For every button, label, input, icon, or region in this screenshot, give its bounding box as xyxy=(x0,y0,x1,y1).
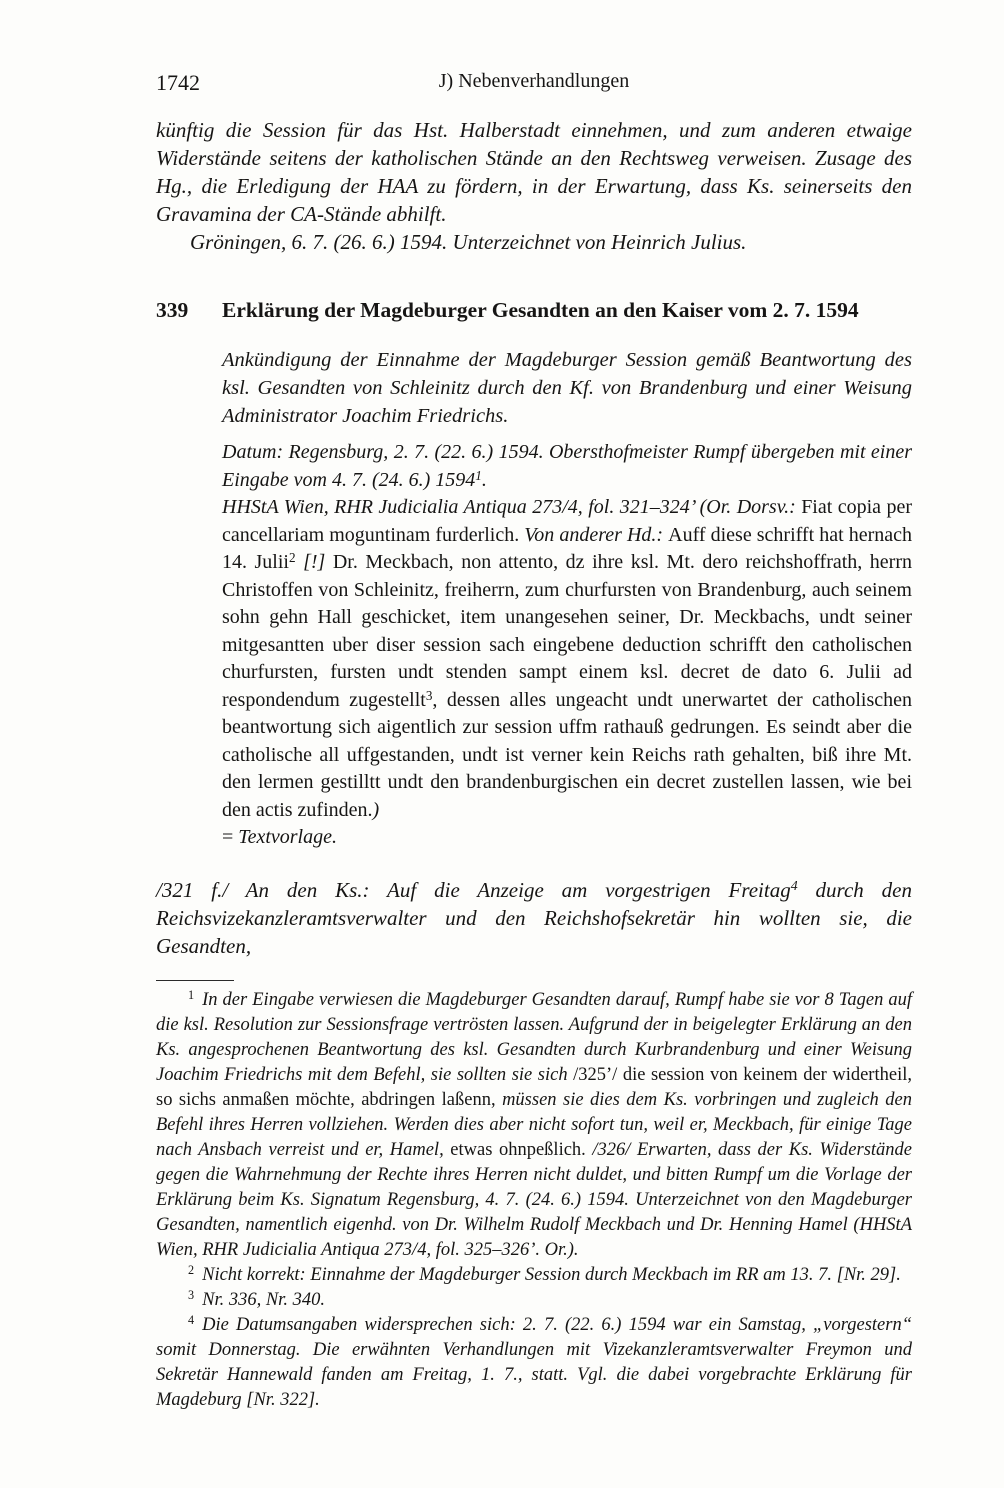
running-header: J) Nebenverhandlungen xyxy=(438,70,630,92)
footnote-2-text: Nicht korrekt: Einnahme der Magdeburger Session durch Meckbach im RR am 13. 7. [Nr. 29]. xyxy=(202,1264,901,1285)
footnote-1-marker: 1 xyxy=(188,988,195,1003)
section-heading xyxy=(156,296,912,324)
page-header xyxy=(156,70,912,100)
footnote-1-text: In der Eingabe verwiesen die Magdeburger Gesandten darauf, Rumpf habe sie vor 8 Tagen auf die ksl. Resolution zur Sessionsfrage vertrösten lassen. Aufgrund der in beigelegter Erklärung an den Ks. angesprochenen Beantwortung des ksl. Gesandten durch Kurbrandenburg und einer Weisung Joachim Friedrichs mit dem Befehl, sie sollten sie sich /325’/ die session von keinem der widertheil, so sichs anmaßen möchte, abdringen laßenn, müssen sie dies dem Ks. vorbringen und zugleich den Befehl ihres Herren vollziehen. Werden dies aber nicht sofort tun, weil er, Meckbach, für einige Tage nach Ansbach verreist und er, Hamel, etwas ohnpeßlich. /326/ Erwarten, dass der Ks. Widerstände gegen die Wahrnehmung der Rechte ihres Herren nicht duldet, und bitten Rumpf um die Vorlage der Erklärung beim Ks. Signatum Regensburg, 4. 7. (24. 6.) 1594. Unterzeichnet von den Magdeburger Gesandten, namentlich eigenhd. von Dr. Wilhelm Rudolf Meckbach und Dr. Henning Hamel (HHStA Wien, RHR Judicialia Antiqua 273/4, fol. 325–326’. Or.). xyxy=(156,989,912,1260)
page-number: 1742 xyxy=(156,70,200,95)
footnote-2 xyxy=(156,1263,912,1288)
datum-paragraph: Datum: Regensburg, 2. 7. (22. 6.) 1594. Obersthofmeister Rumpf übergeben mit einer Eingabe vom 4. 7. (24. 6.) 1594$^1$. xyxy=(222,441,912,491)
signature-line: Gröningen, 6. 7. (26. 6.) 1594. Unterzeichnet von Heinrich Julius. xyxy=(190,230,747,254)
body-paragraph: /321 f./ An den Ks.: Auf die Anzeige am vorgestrigen Freitag$^4$ durch den Reichsvizekanzleramtsverwalter und den Reichshofsekretär hin wollten sie, die Gesandten, xyxy=(156,877,912,958)
footnote-3 xyxy=(156,1288,912,1313)
footnote-separator xyxy=(156,980,234,981)
footnote-3-marker: 3 xyxy=(188,1288,195,1303)
footnote-4 xyxy=(156,1313,912,1413)
regest-paragraph: Ankündigung der Einnahme der Magdeburger Session gemäß Beantwortung des ksl. Gesandten von Schleinitz durch den Kf. von Brandenburg und einer Weisung Administrator Joachim Friedrichs. xyxy=(222,349,912,427)
section-number: 339 xyxy=(156,298,189,322)
footnotes-block xyxy=(156,988,912,1413)
footnote-4-marker: 4 xyxy=(188,1313,195,1328)
footnote-3-text: Nr. 336, Nr. 340. xyxy=(202,1289,325,1310)
footnote-1 xyxy=(156,988,912,1263)
source-paragraph: HHStA Wien, RHR Judicialia Antiqua 273/4, fol. 321–324’ (Or. Dorsv.: Fiat copia per cancellariam moguntinam furderlich. Von anderer Hd.: Auff diese schrifft hat hernach 14. Julii$^2$ [!] Dr. Meckbach, non attento, dz ihre ksl. Mt. dero reichshoffrath, herrn Christoffen von Schleinitz, freiherrn, zum churfursten von Brandenburg, auch seinem sohn gehn Hall geschicket, item unangesehen seiner, Dr. Meckbachs, undt seiner mitgesantten uber diser session sach eingebene deduction schrifft den catholischen churfursten, fursten undt stenden sampt einem ksl. decret de dato 6. Julii ad respondendum zugestellt$^3$, dessen alles ungeacht undt unerwartet der catholischen beantwortung sich aigentlich zur session uffm rathauß gedrungen. Es seindt aber die catholische all uffgestanden, undt ist verner kein Reichs rath gehalten, biß ihre Mt. den lermen gestilltt undt den brandenburgischen ein decret zustellen lassen, wie bei den actis zufinden.) = Textvorlage. xyxy=(222,496,913,848)
section-title: Erklärung der Magdeburger Gesandten an den Kaiser vom 2. 7. 1594 xyxy=(222,298,859,322)
footnote-2-marker: 2 xyxy=(188,1263,195,1278)
book-page xyxy=(156,70,912,1413)
intro-paragraph: künftig die Session für das Hst. Halberstadt einnehmen, und zum anderen etwaige Widerstände seitens der katholischen Stände an den Rechtsweg verweisen. Zusage des Hg., die Erledigung der HAA zu fördern, in der Erwartung, dass Ks. seinerseits den Gravamina der CA-Stände abhilft. xyxy=(156,118,912,226)
footnote-4-text: Die Datumsangaben widersprechen sich: 2. 7. (22. 6.) 1594 war ein Samstag, „vorgestern“ somit Donnerstag. Die erwähnten Verhandlungen mit Vizekanzleramtsverwalter Freymon und Sekretär Hannewald fanden am Freitag, 1. 7., statt. Vgl. die dabei vorgebrachte Erklärung für Magdeburg [Nr. 322]. xyxy=(156,1314,912,1410)
